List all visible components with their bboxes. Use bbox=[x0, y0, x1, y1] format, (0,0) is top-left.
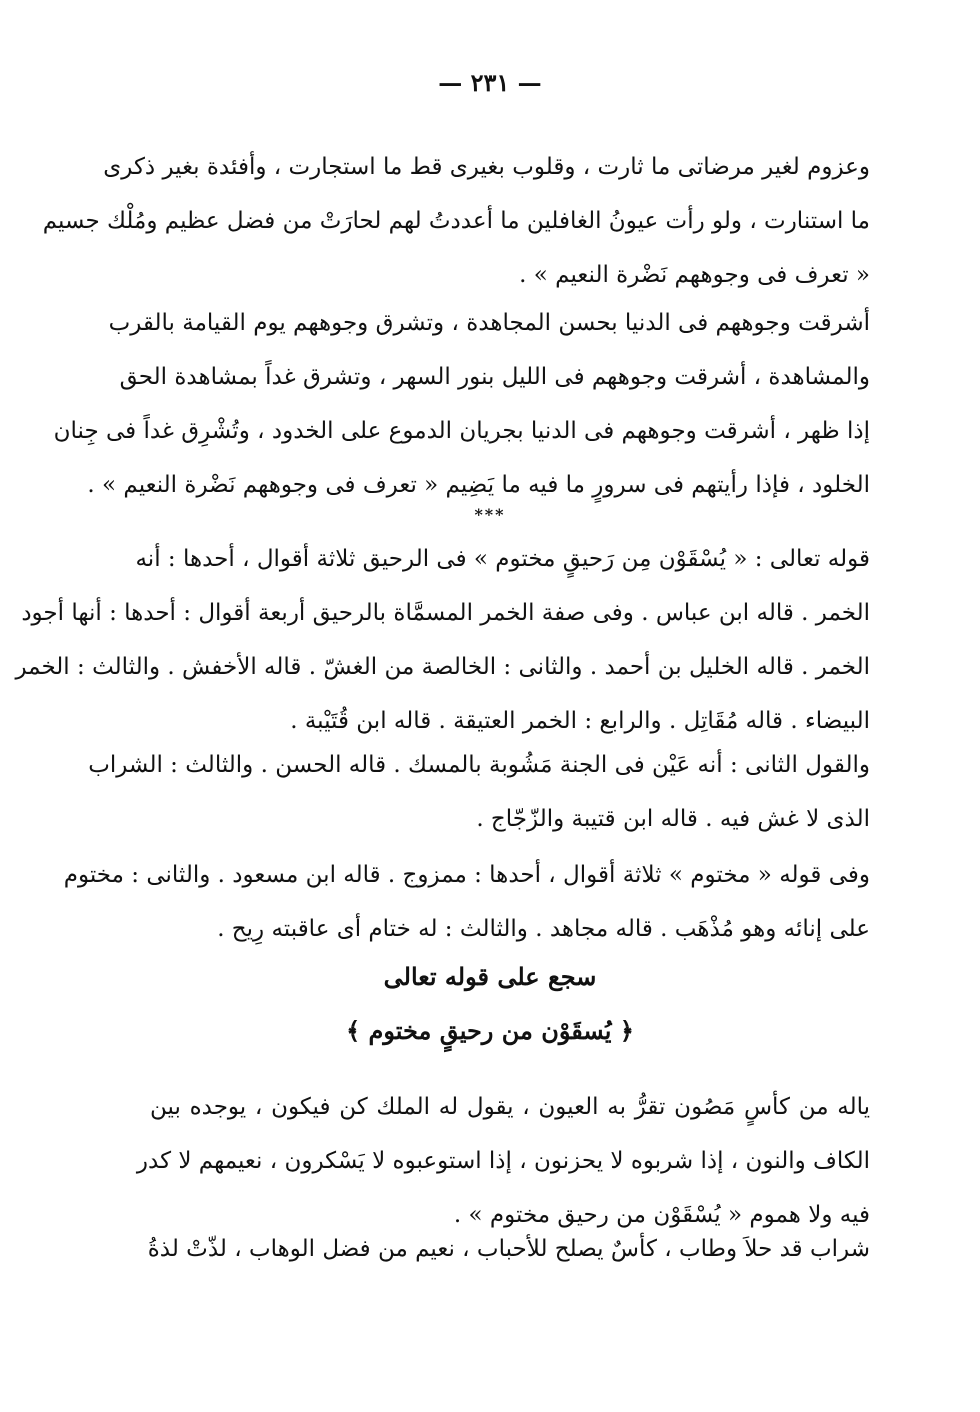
text-line: البيضاء . قاله مُقَاتِل . والرابع : الخمر العتيقة . قاله ابن قُتَيْبة . bbox=[290, 708, 870, 734]
paragraph-rhymed-prose bbox=[136, 1080, 870, 1242]
text-line: والمشاهدة ، أشرقت وجوههم فى الليل بنور السهر ، وتشرق غداً بمشاهدة الحق bbox=[119, 364, 870, 390]
text-line: « تعرف فى وجوههم نَضْرة النعيم » . bbox=[519, 262, 870, 288]
section-heading-verse: ﴿ يُسقَوْن من رحيقٍ مختوم ﴾ bbox=[346, 1016, 634, 1045]
text-line: أشرقت وجوههم فى الدنيا بحسن المجاهدة ، وتشرق وجوههم يوم القيامة بالقرب bbox=[108, 310, 870, 336]
text-line: شراب قد حلاَ وطاب ، كأسٌ يصلح للأحباب ، نعيم من فضل الوهاب ، لذّتْ لذةُ bbox=[147, 1236, 870, 1262]
text-line: وفى قوله « مختوم » ثلاثة أقوال ، أحدها : ممزوج . قاله ابن مسعود . والثانى : مختوم bbox=[63, 862, 870, 888]
text-line: الذى لا غش فيه . قاله ابن قتيبة والزّجّاج . bbox=[476, 806, 870, 832]
text-line: قوله تعالى : « يُسْقَوْن مِن رَحيقٍ مختوم » فى الرحيق ثلاثة أقوال ، أحدها : أنه bbox=[135, 546, 870, 572]
paragraph-makhtum bbox=[63, 848, 870, 956]
paragraph-second-opinion bbox=[88, 738, 870, 846]
paragraph-closing-previous bbox=[42, 140, 870, 302]
section-separator: *** bbox=[474, 505, 506, 524]
text-line: إذا ظهر ، أشرقت وجوههم فى الدنيا بجريان الدموع على الخدود ، وتُشْرِق غداً فى جِنان bbox=[53, 418, 870, 444]
text-line: والقول الثانى : أنه عَيْن فى الجنة مَشُوبة بالمسك . قاله الحسن . والثالث : الشراب bbox=[88, 752, 870, 778]
text-line: الخمر . قاله ابن عباس . وفى صفة الخمر المسمَّاة بالرحيق أربعة أقوال : أحدها : أنها أجود bbox=[21, 600, 870, 626]
text-line: ما استنارت ، ولو رأت عيونُ الغافلين ما أعددتُ لهم لحارَتْ من فضل عظيم ومُلْك جسيم bbox=[42, 208, 870, 234]
text-line: الخلود ، فإذا رأيتهم فى سرورٍ ما فيه ما يَضِيم « تعرف فى وجوههم نَضْرة النعيم » . bbox=[87, 472, 870, 498]
text-line: على إنائه وهو مُذْهَب . قاله مجاهد . والثالث : له ختام أى عاقبته رِيح . bbox=[217, 916, 870, 942]
text-line: فيه ولا هموم « يُسْقَوْن من رحيق مختوم » . bbox=[453, 1202, 870, 1228]
text-line: الكاف والنون ، إذا شربوه لا يحزنون ، إذا استوعبوه لا يَسْكرون ، نعيمهم لا كدر bbox=[136, 1148, 870, 1174]
text-line: الخمر . قاله الخليل بن أحمد . والثانى : الخالصة من الغشّ . قاله الأخفش . والثالث : الخمر bbox=[15, 654, 870, 680]
text-line: وعزوم لغير مرضاتى ما ثارت ، وقلوب بغيرى قط ما استجارت ، وأفئدة بغير ذكرى bbox=[103, 154, 870, 180]
paragraph-shining-faces bbox=[53, 296, 870, 512]
paragraph-rahiq-definition bbox=[15, 532, 870, 748]
page-number: — ٢٣١ — bbox=[438, 68, 542, 97]
text-line: ياله من كأسٍ مَصُون تقرُّ به العيون ، يقول له الملك كن فيكون ، يوجده بين bbox=[150, 1094, 870, 1120]
section-heading: سجع على قوله تعالى bbox=[383, 962, 597, 991]
paragraph-rhymed-prose-continued bbox=[147, 1222, 870, 1276]
